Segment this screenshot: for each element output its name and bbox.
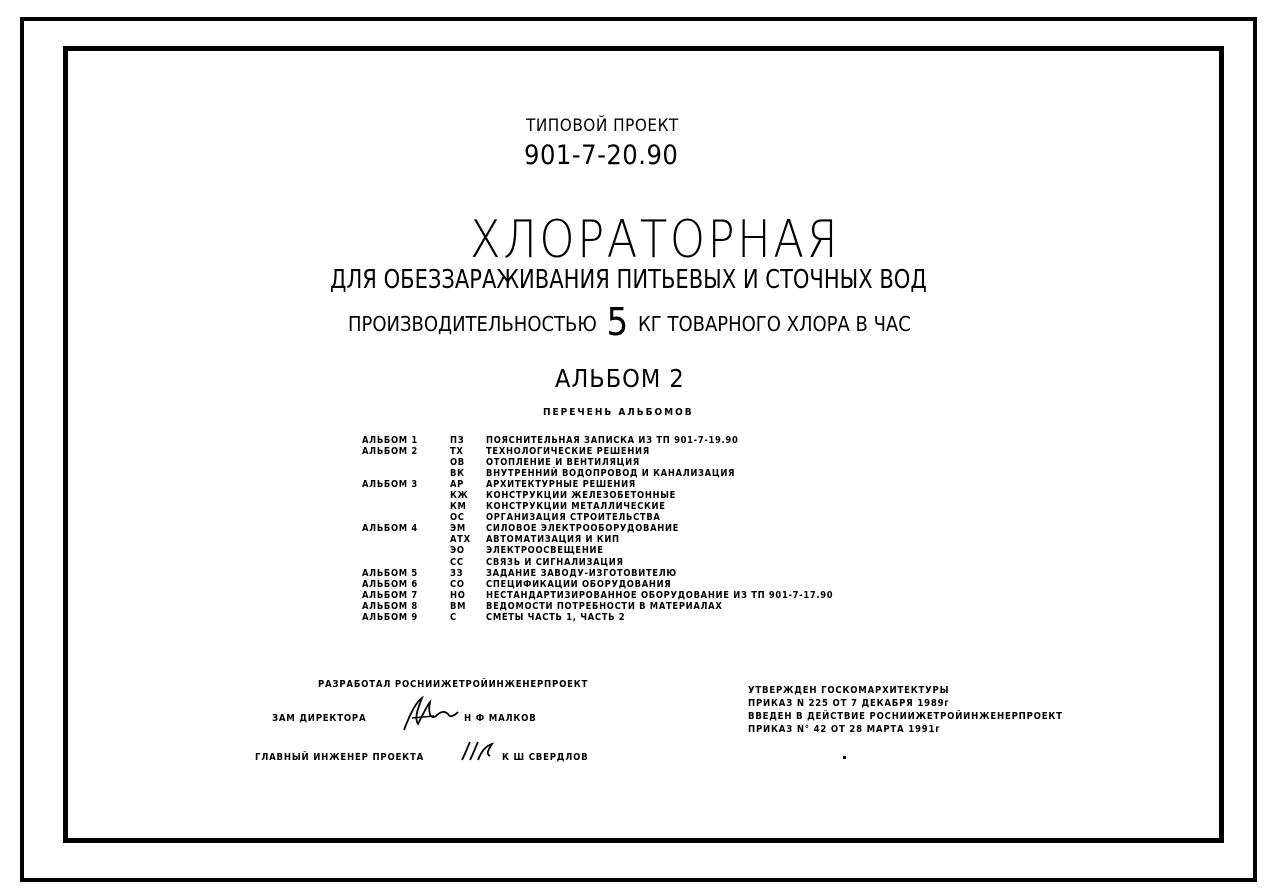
album-list-desc: СИЛОВОЕ ЭЛЕКТРООБОРУДОВАНИЕ <box>486 523 680 535</box>
chief-engineer-title: ГЛАВНЫЙ ИНЖЕНЕР ПРОЕКТА <box>255 752 424 763</box>
album-list-desc: ПОЯСНИТЕЛЬНАЯ ЗАПИСКА ИЗ ТП 901-7-19.90 <box>486 435 739 446</box>
album-list-row <box>362 490 833 501</box>
album-list-row <box>362 457 833 468</box>
album-list-album <box>362 468 450 479</box>
album-list-row <box>362 545 833 556</box>
developed-by: РАЗРАБОТАЛ РОСНИИЖЕТРОЙИНЖЕНЕРПРОЕКТ <box>318 679 589 690</box>
album-list-code: СО <box>450 578 465 590</box>
album-list-row <box>362 523 833 534</box>
album-list <box>362 435 833 623</box>
album-list-desc: ВЕДОМОСТИ ПОТРЕБНОСТИ В МАТЕРИАЛАХ <box>486 600 723 612</box>
deputy-director-title: ЗАМ ДИРЕКТОРА <box>272 713 367 724</box>
album-list-row <box>362 590 833 601</box>
chief-engineer-name: К Ш СВЕРДЛОВ <box>502 752 589 763</box>
album-list-desc: НЕСТАНДАРТИЗИРОВАННОЕ ОБОРУДОВАНИЕ ИЗ ТП 901-7-17.90 <box>486 589 834 601</box>
album-list-heading: ПЕРЕЧЕНЬ АЛЬБОМОВ <box>543 407 694 418</box>
album-list-desc: ЗАДАНИЕ ЗАВОДУ-ИЗГОТОВИТЕЛЮ <box>486 567 677 579</box>
album-list-row <box>362 468 833 479</box>
album-list-code: СС <box>450 556 464 568</box>
album-list-desc: АРХИТЕКТУРНЫЕ РЕШЕНИЯ <box>486 479 636 491</box>
album-list-code: НО <box>450 589 466 601</box>
album-list-row <box>362 501 833 512</box>
album-list-row <box>362 446 833 457</box>
album-list-row <box>362 512 833 523</box>
capacity-value: 5 <box>606 300 629 344</box>
deputy-director-name: Н Ф МАЛКОВ <box>464 713 537 724</box>
album-list-row <box>362 557 833 568</box>
capacity-prefix: ПРОИЗВОДИТЕЛЬНОСТЬЮ <box>348 312 597 336</box>
album-list-album <box>362 490 450 501</box>
album-list-row <box>362 612 833 623</box>
subtitle-purpose: ДЛЯ ОБЕЗЗАРАЖИВАНИЯ ПИТЬЕВЫХ И СТОЧНЫХ ВОД <box>330 265 927 295</box>
album-list-album <box>362 512 450 523</box>
album-list-code: ЭО <box>450 545 465 557</box>
album-list-album: АЛЬБОМ 8 <box>362 600 418 612</box>
album-list-row <box>362 435 833 446</box>
album-list-code: КМ <box>450 501 467 513</box>
album-list-desc: КОНСТРУКЦИИ МЕТАЛЛИЧЕСКИЕ <box>486 501 666 513</box>
album-list-album <box>362 557 450 568</box>
album-list-row <box>362 534 833 545</box>
deputy-director-signature <box>400 694 462 734</box>
approval-line-1: УТВЕРЖДЕН ГОСКОМАРХИТЕКТУРЫ <box>748 685 950 696</box>
album-list-code: ЭМ <box>450 523 466 535</box>
album-list-desc: ОРГАНИЗАЦИЯ СТРОИТЕЛЬСТВА <box>486 512 661 524</box>
album-list-desc: СМЕТЫ ЧАСТЬ 1, ЧАСТЬ 2 <box>486 611 626 623</box>
album-list-code: АР <box>450 479 465 491</box>
album-list-code: С <box>450 611 457 623</box>
album-list-code: ВМ <box>450 600 467 612</box>
album-number: АЛЬБОМ 2 <box>555 364 685 393</box>
approval-line-4: ПРИКАЗ N° 42 ОТ 28 МАРТА 1991г <box>748 724 941 735</box>
album-list-album <box>362 457 450 468</box>
album-list-album: АЛЬБОМ 3 <box>362 479 418 491</box>
subtitle-capacity <box>348 300 911 344</box>
project-number: 901-7-20.90 <box>524 140 679 171</box>
album-list-album: АЛЬБОМ 4 <box>362 523 418 535</box>
album-list-desc: ОТОПЛЕНИЕ И ВЕНТИЛЯЦИЯ <box>486 457 640 469</box>
album-list-album <box>362 534 450 545</box>
document-title: ХЛОРАТОРНАЯ <box>470 210 841 270</box>
approval-line-2: ПРИКАЗ N 225 ОТ 7 ДЕКАБРЯ 1989г <box>748 698 950 709</box>
album-list-code: АТХ <box>450 534 471 546</box>
album-list-row <box>362 479 833 490</box>
album-list-desc: КОНСТРУКЦИИ ЖЕЛЕЗОБЕТОННЫЕ <box>486 490 677 502</box>
album-list-row <box>362 568 833 579</box>
album-list-code: КЖ <box>450 490 469 502</box>
album-list-album <box>362 545 450 556</box>
album-list-album: АЛЬБОМ 2 <box>362 446 418 458</box>
album-list-album: АЛЬБОМ 9 <box>362 611 418 623</box>
album-list-desc: АВТОМАТИЗАЦИЯ И КИП <box>486 534 620 546</box>
album-list-desc: ВНУТРЕННИЙ ВОДОПРОВОД И КАНАЛИЗАЦИЯ <box>486 468 736 480</box>
album-list-desc: СПЕЦИФИКАЦИИ ОБОРУДОВАНИЯ <box>486 578 672 590</box>
ink-dot <box>843 756 846 759</box>
album-list-code: ТХ <box>450 446 464 458</box>
album-list-code: ОВ <box>450 457 465 469</box>
album-list-code: ОС <box>450 512 465 524</box>
album-list-album: АЛЬБОМ 1 <box>362 435 418 446</box>
approval-line-3: ВВЕДЕН В ДЕЙСТВИЕ РОСНИИЖЕТРОЙИНЖЕНЕРПРОЕКТ <box>748 711 1063 722</box>
album-list-desc: ЭЛЕКТРООСВЕЩЕНИЕ <box>486 545 604 557</box>
album-list-desc: ТЕХНОЛОГИЧЕСКИЕ РЕШЕНИЯ <box>486 446 650 458</box>
album-list-code: ЗЗ <box>450 567 464 579</box>
album-list-album: АЛЬБОМ 5 <box>362 567 418 579</box>
album-list-row <box>362 601 833 612</box>
album-list-album: АЛЬБОМ 6 <box>362 578 418 590</box>
album-list-row <box>362 579 833 590</box>
capacity-suffix: КГ ТОВАРНОГО ХЛОРА В ЧАС <box>638 312 911 336</box>
project-label: ТИПОВОЙ ПРОЕКТ <box>526 116 679 136</box>
album-list-album <box>362 501 450 512</box>
album-list-code: ВК <box>450 468 465 480</box>
album-list-desc: СВЯЗЬ И СИГНАЛИЗАЦИЯ <box>486 556 624 568</box>
album-list-code: ПЗ <box>450 435 465 446</box>
album-list-album: АЛЬБОМ 7 <box>362 589 418 601</box>
chief-engineer-signature <box>458 738 498 764</box>
